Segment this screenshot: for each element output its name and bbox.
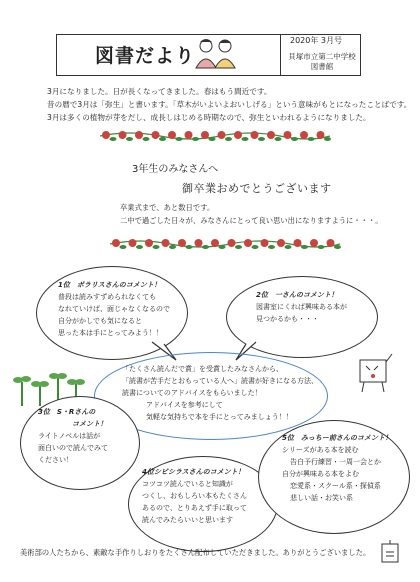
rose-mark (300, 131, 308, 139)
rose-vine-divider (110, 236, 340, 250)
rose-mark (129, 239, 137, 247)
leaf-mark (192, 137, 199, 141)
rose-mark (294, 239, 302, 247)
center-message: 「たくさん読んだで賞」を受賞したみなさんから、 「読書が苦手だとおもっている人へ」読書が好きになる方法、 読書についてのアドバイスをもらいました！ アドバイスを参考にして 気軽な気持ちで本を手にとってみましょう！！ (122, 365, 318, 421)
leaf-mark (176, 137, 183, 141)
rank-label: 5位 みっちー前さんのコメント！ (282, 434, 392, 442)
leaf-mark (235, 245, 242, 249)
comment-fifth: 5位 みっちー前さんのコメント！ シリーズがある本を読む 告白予行練習・一周一会とか 自分が興味ある本をよむ 恋愛系・スクール系・探偵系 悲しい話・お笑い系 (282, 434, 392, 502)
bookmark-illustration (378, 540, 404, 566)
leaf-mark (252, 245, 259, 249)
rose-mark (201, 131, 209, 139)
leaf-mark (275, 137, 282, 141)
intro-line: 3月は多くの植物が芽をだし、成長しはじめる時期なので、弥生といわれるようになりました。 (47, 113, 371, 122)
graduation-heading: 3年生のみなさんへ (132, 164, 219, 175)
rose-vine-divider (100, 128, 330, 142)
rose-mark (102, 131, 110, 139)
leaf-mark (285, 245, 292, 249)
rose-mark (168, 131, 176, 139)
leaf-mark (202, 245, 209, 249)
leaf-mark (136, 245, 143, 249)
leaf-mark (242, 137, 249, 141)
rose-mark (228, 239, 236, 247)
leaf-mark (324, 137, 331, 141)
leaf-mark (318, 245, 325, 249)
rose-mark (178, 239, 186, 247)
rose-mark (162, 239, 170, 247)
rose-mark (251, 131, 259, 139)
leaf-mark (268, 245, 275, 249)
leaf-mark (219, 245, 226, 249)
leaf-mark (186, 245, 193, 249)
rank-label: 3位 S・Rさんの (38, 408, 96, 416)
rose-mark (152, 131, 160, 139)
rank-label: 1位 ボラリスさんのコメント！ (58, 281, 161, 289)
leaf-mark (308, 137, 315, 141)
header-divider (280, 34, 281, 76)
rose-mark (277, 239, 285, 247)
leaf-mark (258, 137, 265, 141)
intro-paragraph (47, 85, 412, 124)
rose-mark (244, 239, 252, 247)
leaf-mark (291, 137, 298, 141)
intro-line: 昔の暦で3月は「弥生」と書います。「草木がいよいよおいしげる」という意味がもとになったことばです。 (47, 100, 412, 109)
issue-date: 2020年 3月号 (290, 36, 342, 45)
rank-label: 4位シビシラスさんのコメント！ (142, 468, 245, 476)
rose-mark (195, 239, 203, 247)
leaf-mark (334, 245, 341, 249)
leaf-mark (153, 245, 160, 249)
leaf-mark (120, 245, 127, 249)
leaf-mark (110, 137, 117, 141)
rank-label: 2位 一さんのコメント！ (256, 291, 338, 299)
leaf-mark (143, 137, 150, 141)
leaf-mark (301, 245, 308, 249)
rose-mark (317, 131, 325, 139)
leaf-mark (225, 137, 232, 141)
leaf-mark (126, 137, 133, 141)
comment-first: 1位 ボラリスさんのコメント！ 普段は読みすずめられなくても なれていけば、面じゃなくなるので 自分がかしでも気になると 思った本は手にとってみよう！！ (58, 281, 170, 337)
hina-dolls-illustration (192, 36, 240, 72)
rose-mark (218, 131, 226, 139)
leaf-mark (159, 137, 166, 141)
character-illustration (354, 352, 394, 394)
rose-mark (112, 239, 120, 247)
rose-mark (145, 239, 153, 247)
rose-mark (211, 239, 219, 247)
school-name: 貝塚市立第二中学校 図書館 (288, 52, 356, 71)
comment-fourth: 4位シビシラスさんのコメント！ コツコツ読んでいると知識が つくし、おもしろい本もたくさん あるので、とりあえず手に取って 読んでみたらいいと思います (142, 468, 247, 524)
intro-line: 3月になりました。日が長くなってきました。春はもう間近です。 (47, 87, 272, 96)
rose-mark (267, 131, 275, 139)
rose-mark (234, 131, 242, 139)
rose-mark (284, 131, 292, 139)
rose-mark (310, 239, 318, 247)
graduation-congrats: 御卒業おめでとうございます (182, 182, 332, 195)
comment-second: 2位 一さんのコメント！ 図書室にくれば興味ある本が 見つかるかも・・・ (256, 291, 347, 323)
rose-mark (327, 239, 335, 247)
rose-mark (135, 131, 143, 139)
newsletter-title: 図書だより (95, 45, 196, 67)
rose-mark (119, 131, 127, 139)
graduation-body: 卒業式まで、あと数日です。 二中で過ごした日々が、みなさんにとって良い思い出になりますように・・・。 (120, 203, 383, 225)
leaf-mark (209, 137, 216, 141)
leaf-mark (169, 245, 176, 249)
rose-mark (261, 239, 269, 247)
footer-thanks: 美術部の人たちから、素敵な手作りしおりをたくさん配布していただきました。ありがとうございました。 (20, 548, 371, 557)
rose-mark (185, 131, 193, 139)
comment-third: 3位 S・Rさんの コメント！ ライトノベルは話が 面白いので読んでみて ください！ (38, 408, 108, 464)
